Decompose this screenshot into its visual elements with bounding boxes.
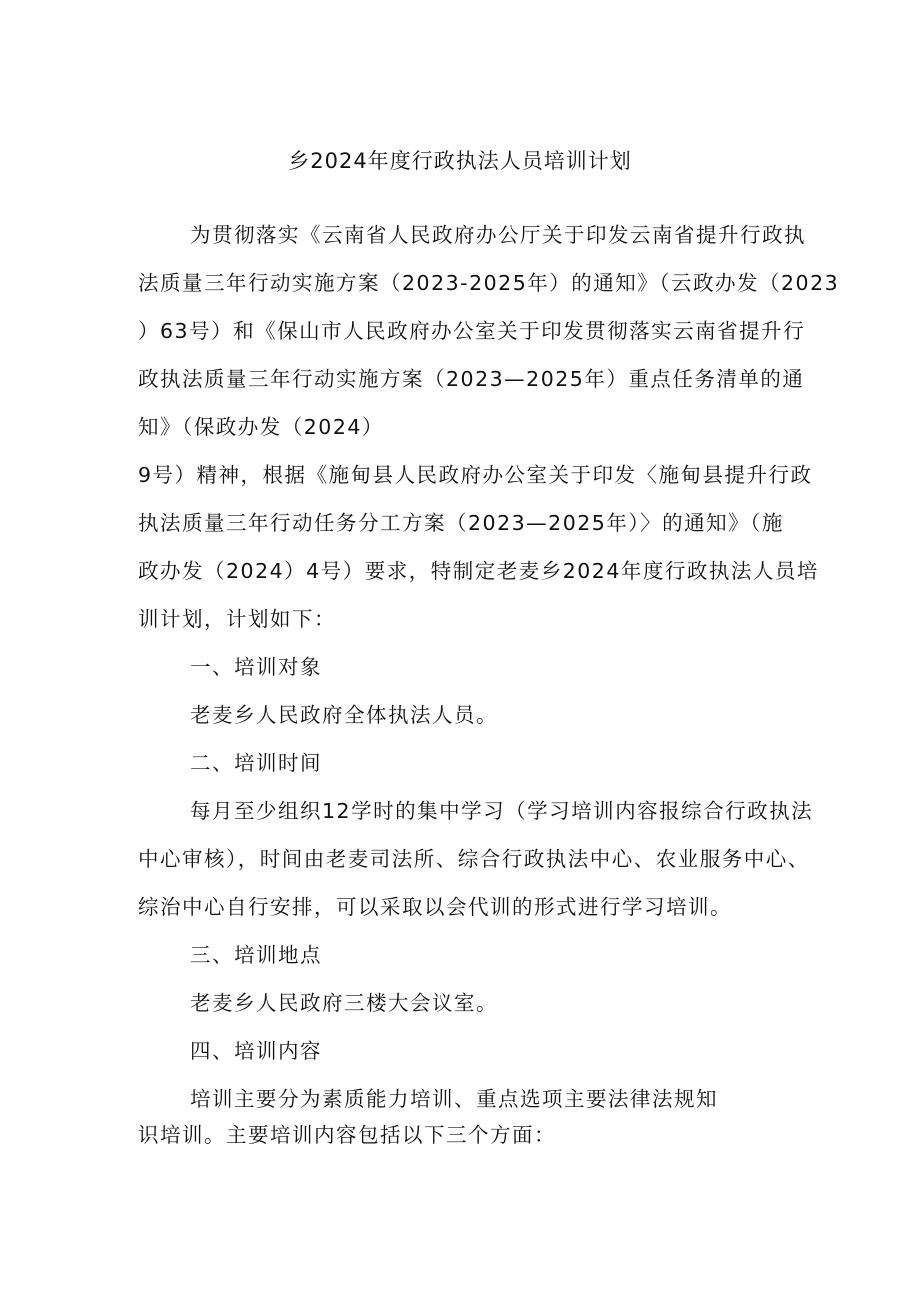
section-line: 中心审核），时间由老麦司法所、综合行政执法中心、农业服务中心、 (138, 847, 810, 871)
section-line: 每月至少组织12学时的集中学习（学习培训内容报综合行政执法 (190, 799, 814, 823)
intro-line: ）63号）和《保山市人民政府办公室关于印发贯彻落实云南省提升行 (138, 319, 806, 343)
section-line: 老麦乡人民政府三楼大会议室。 (190, 991, 498, 1015)
intro-line: 训计划，计划如下： (138, 607, 336, 631)
section-line: 培训主要分为素质能力培训、重点选项主要法律法规知 (190, 1087, 718, 1111)
section-heading: 二、培训时间 (190, 751, 322, 775)
section-heading: 一、培训对象 (190, 655, 322, 679)
intro-line: 9号）精神，根据《施甸县人民政府办公室关于印发〈施甸县提升行政 (138, 463, 813, 487)
intro-line: 为贯彻落实《云南省人民政府办公厅关于印发云南省提升行政执 (190, 223, 806, 247)
document-title: 乡2024年度行政执法人员培训计划 (288, 149, 632, 173)
intro-line: 知》（保政办发（2024） (138, 415, 384, 439)
section-heading: 四、培训内容 (190, 1039, 322, 1063)
section-line: 综治中心自行安排，可以采取以会代训的形式进行学习培训。 (138, 895, 732, 919)
intro-line: 法质量三年行动实施方案（2023-2025年）的通知》（云政办发（2023 (138, 271, 840, 295)
intro-line: 执法质量三年行动任务分工方案（2023—2025年）〉的通知》（施 (138, 511, 784, 535)
intro-line: 政办发（2024）4号）要求，特制定老麦乡2024年度行政执法人员培 (138, 559, 819, 583)
intro-line: 政执法质量三年行动实施方案（2023—2025年）重点任务清单的通 (138, 367, 805, 391)
section-heading: 三、培训地点 (190, 943, 322, 967)
section-line: 老麦乡人民政府全体执法人员。 (190, 703, 498, 727)
section-line: 识培训。主要培训内容包括以下三个方面： (138, 1123, 556, 1147)
